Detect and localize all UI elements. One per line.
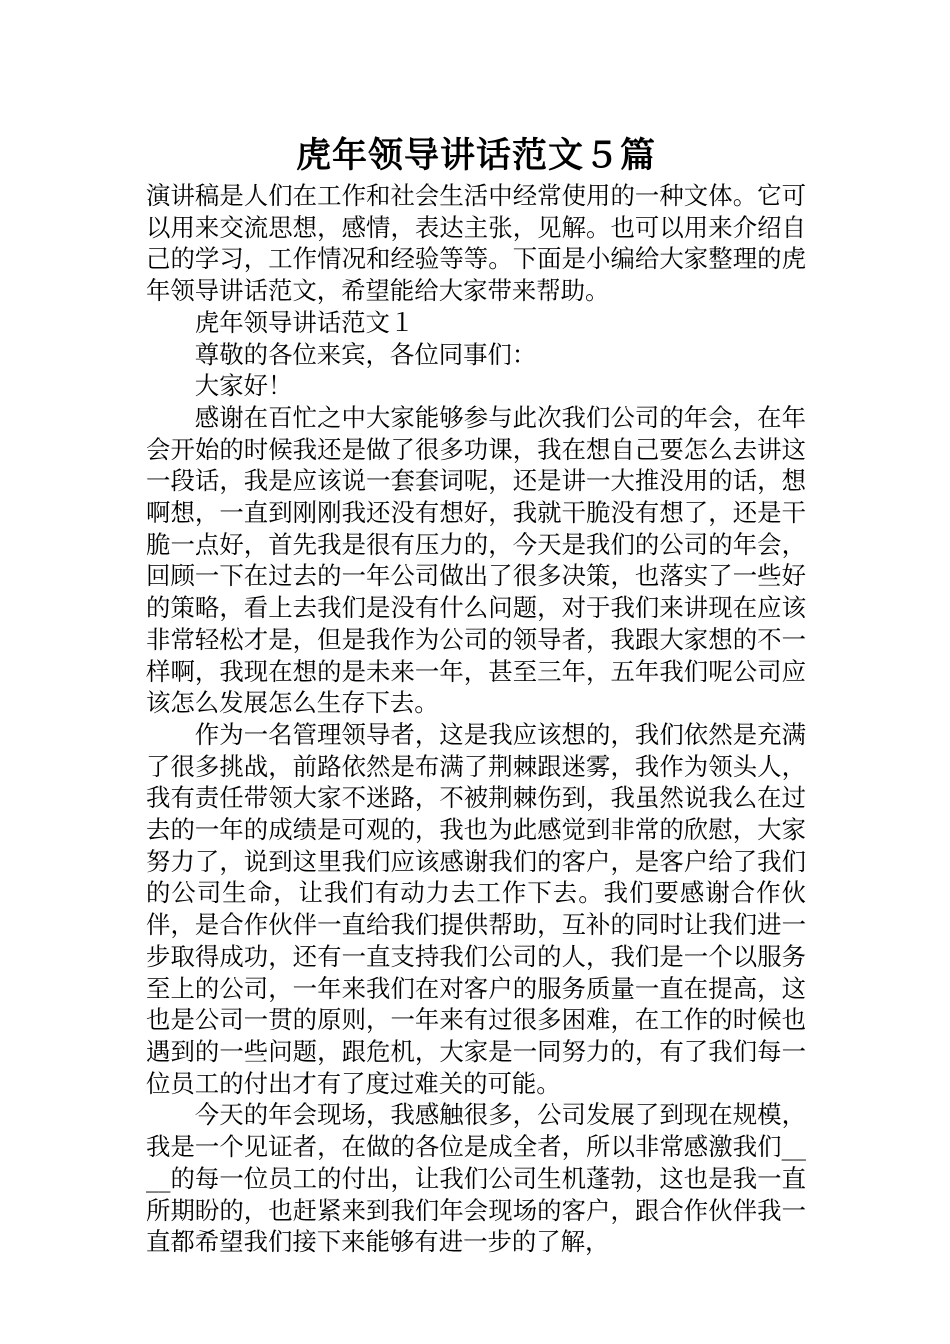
document-title: 虎年领导讲话范文５篇 [295, 136, 656, 176]
salutation: 尊敬的各位来宾，各位同事们： [194, 339, 537, 369]
greeting: 大家好！ [194, 371, 293, 401]
paragraph-body-1: 感谢在百忙之中大家能够参与此次我们公司的年会，在年会开始的时候我还是做了很多功课，我在想自己要怎么去讲这一段话，我是应该说一套套词呢，还是讲一大推没用的话，想啊想，一直到刚刚我还没有想好，我就干脆没有想了，还是干脆一点好，首先我是很有压力的，今天是我们的公司的年会，回顾一下在过去的一年公司做出了很多决策，也落实了一些好的策略，看上去我们是没有什么问题，对于我们来讲现在应该非常轻松才是，但是我作为公司的领导者，我跟大家想的不一样啊，我现在想的是未来一年，甚至三年，五年我们呢公司应该怎么发展怎么生存下去。 [146, 402, 806, 718]
paragraph-body-2: 作为一名管理领导者，这是我应该想的，我们依然是充满了很多挑战，前路依然是布满了荆棘跟迷雾，我作为领头人，我有责任带领大家不迷路，不被荆棘伤到，我虽然说我么在过去的一年的成绩是可观的，我也为此感觉到非常的欣慰，大家努力了，说到这里我们应该感谢我们的客户，是客户给了我们的公司生命，让我们有动力去工作下去。我们要感谢合作伙伴，是合作伙伴一直给我们提供帮助，互补的同时让我们进一步取得成功，还有一直支持我们公司的人，我们是一个以服务至上的公司，一年来我们在对客户的服务质量一直在提高，这也是公司一贯的原则，一年来有过很多困难，在工作的时候也遇到的一些问题，跟危机，大家是一同努力的，有了我们每一位员工的付出才有了度过难关的可能。 [146, 719, 806, 1098]
document-body [146, 180, 806, 1258]
paragraph-body-3: 今天的年会现场，我感触很多，公司发展了到现在规模，我是一个见证者，在做的各位是成全者，所以非常感激我们____的每一位员工的付出，让我们公司生机蓬勃，这也是我一直所期盼的，也赶紧来到我们年会现场的客户，跟合作伙伴我一直都希望我们接下来能够有进一步的了解， [146, 1100, 806, 1257]
document-page [146, 132, 806, 1258]
paragraph-intro: 演讲稿是人们在工作和社会生活中经常使用的一种文体。它可以用来交流思想，感情，表达主张，见解。也可以用来介绍自己的学习，工作情况和经验等等。下面是小编给大家整理的虎年领导讲话范文，希望能给大家带来帮助。 [146, 181, 806, 306]
section-heading: 虎年领导讲话范文１ [194, 307, 415, 337]
